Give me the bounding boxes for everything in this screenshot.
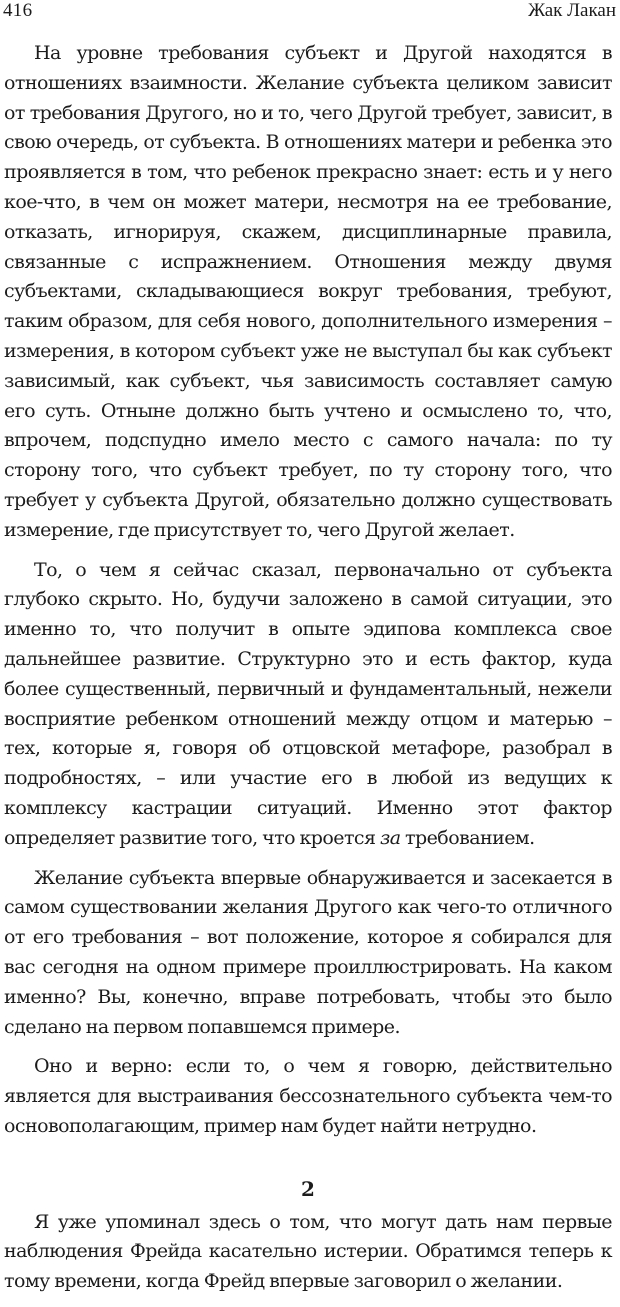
paragraph-text: требованием. — [400, 826, 535, 849]
paragraph: Я уже упоминал здесь о том, что могут дать нам первые наблюдения Фрейда касательно истерии. Обратимся теперь к тому времени, когда Фрейд впервые заговорил о желании. — [4, 1210, 612, 1293]
paragraph: Желание субъекта впервые обнаруживается и засекается в самом существовании желания Другого как чего-то отличного от его требования – вот положение, которое я собирался для вас сегодня на одном примере проиллюстрировать. На каком именно? Вы, конечно, вправе потребовать, чтобы это было сделано на первом попавшемся примере. — [4, 866, 612, 1038]
paragraph: Оно и верно: если то, о чем я говорю, действительно является для выстраивания бессознательного субъекта чем-то основополагающим, пример нам будет найти нетрудно. — [4, 1055, 612, 1137]
italic-word: за — [379, 826, 401, 849]
paragraph — [4, 556, 612, 854]
paragraph-text: То, о чем я сейчас сказал, первоначально от субъекта глубоко скрыто. Но, будучи заложено в самой ситуации, это именно то, что получит в опыте эдипова комплекса свое дальнейшее развитие. Структурно это и есть фактор, куда более существенный, первичный и фундаментальный, нежели восприятие ребенком отношений между отцом и матерью – тех, которые я, говоря об отцовской метафоре, разобрал в подробностях, – или участие его в любой из ведущих к комплексу кастрации ситуаций. Именно этот фактор определяет развитие того, что кроется — [4, 558, 612, 849]
page-number: 416 — [3, 0, 33, 21]
body-text — [4, 39, 612, 1307]
running-head-author: Жак Лакан — [528, 0, 616, 21]
section-number: 2 — [301, 1176, 315, 1201]
paragraph: На уровне требования субъект и Другой находятся в отношениях взаимности. Желание субъекта целиком зависит от требования Другого, но и то, чего Другой требует, зависит, в свою очередь, от субъекта. В отношениях матери и ребенка это проявляется в том, что ребенок прекрасно знает: есть и у него кое-что, в чем он может матери, несмотря на ее требование, отказать, игнорируя, скажем, дисциплинарные правила, связанные с испражнением. Отношения между двумя субъектами, складывающиеся вокруг требования, требуют, таким образом, для себя нового, дополнительного измерения – измерения, в котором субъект уже не выступал бы как субъект зависимый, как субъект, чья зависимость составляет самую его суть. Отныне должно быть учтено и осмыслено то, что, впрочем, подспудно имело место с самого начала: по ту сторону того, что субъект требует, по ту сторону того, что требует у субъекта Другой, обязательно должно существовать измерение, где присутствует то, чего Другой желает. — [4, 42, 612, 541]
page-header — [3, 0, 616, 30]
